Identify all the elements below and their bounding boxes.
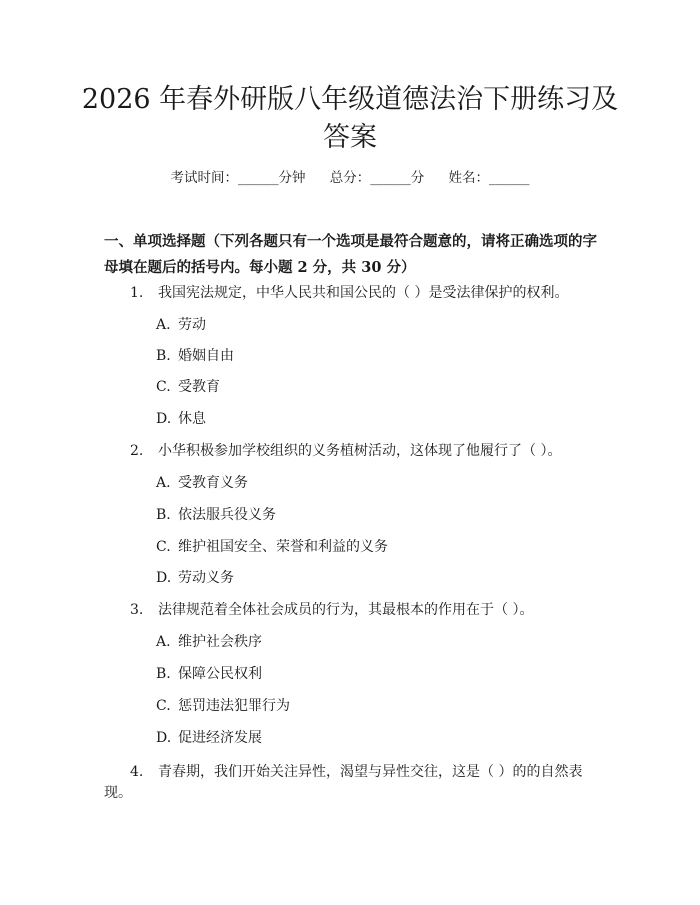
option-c — [156, 696, 290, 716]
total-score-field: 总分：______分 — [329, 170, 425, 186]
option-text: 维护社会秩序 — [178, 634, 262, 650]
option-letter: A. — [156, 634, 171, 650]
option-letter: A. — [156, 475, 171, 491]
option-letter: D. — [156, 411, 172, 427]
option-letter: A. — [156, 317, 171, 333]
option-text: 休息 — [178, 411, 206, 427]
option-letter: D. — [156, 570, 172, 586]
option-text: 惩罚违法犯罪行为 — [178, 698, 290, 714]
option-letter: B. — [156, 507, 171, 523]
question-text: 小华积极参加学校组织的义务植树活动，这体现了他履行了（ ）。 — [158, 443, 562, 459]
question-text: 我国宪法规定，中华人民共和国公民的（ ）是受法律保护的权利。 — [158, 285, 569, 301]
option-c — [156, 377, 220, 397]
option-text: 受教育 — [178, 379, 220, 395]
option-a — [156, 632, 262, 652]
option-letter: B. — [156, 348, 171, 364]
option-text: 促进经济发展 — [178, 730, 262, 746]
option-c — [156, 537, 388, 557]
section-heading: 一、单项选择题（下列各题只有一个选项是最符合题意的，请将正确选项的字母填在题后的括号内。每小题 2 分，共 30 分） — [104, 233, 597, 276]
option-text: 依法服兵役义务 — [178, 507, 276, 523]
option-letter: D. — [156, 730, 172, 746]
option-letter: C. — [156, 379, 171, 395]
question-text: 法律规范着全体社会成员的行为，其最根本的作用在于（ ）。 — [158, 602, 534, 618]
question-text: 青春期，我们开始关注异性，渴望与异性交往，这是（ ）的的自然表 — [158, 764, 583, 780]
question-text-continued: 现。 — [104, 785, 132, 801]
option-letter: C. — [156, 539, 171, 555]
option-a — [156, 473, 248, 493]
option-text: 受教育义务 — [178, 475, 248, 491]
question-number: 2. — [130, 443, 144, 459]
option-b — [156, 346, 234, 366]
option-text: 婚姻自由 — [178, 348, 234, 364]
document-title-line1: 2026 年春外研版八年级道德法治下册练习及 — [81, 84, 619, 115]
option-text: 保障公民权利 — [178, 666, 262, 682]
option-text: 劳动 — [178, 317, 206, 333]
option-d — [156, 568, 234, 588]
option-d — [156, 728, 262, 748]
question-number: 4. — [130, 764, 144, 780]
option-letter: C. — [156, 698, 171, 714]
question-number: 3. — [130, 602, 144, 618]
name-field: 姓名：______ — [448, 170, 530, 186]
question-number: 1. — [130, 285, 144, 301]
option-text: 劳动义务 — [178, 570, 234, 586]
option-b — [156, 664, 262, 684]
exam-time-field: 考试时间：______分钟 — [170, 170, 306, 186]
option-b — [156, 505, 276, 525]
exam-meta — [0, 169, 700, 187]
document-title-line2: 答案 — [323, 122, 377, 153]
option-letter: B. — [156, 666, 171, 682]
option-a — [156, 315, 206, 335]
option-text: 维护祖国安全、荣誉和利益的义务 — [178, 539, 388, 555]
option-d — [156, 409, 206, 429]
